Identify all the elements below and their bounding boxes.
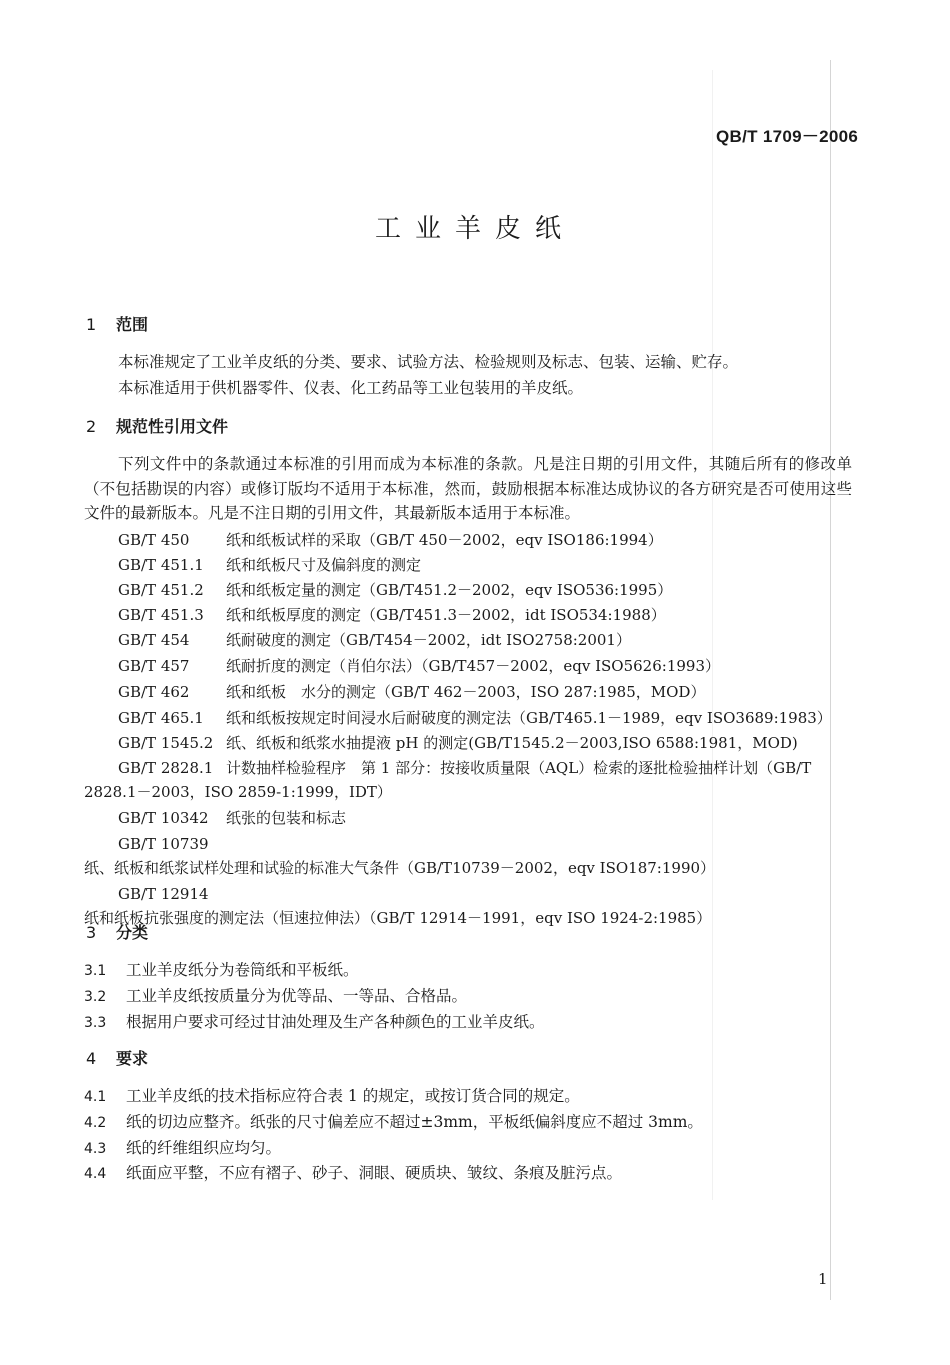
reference-item: GB/T 1545.2 纸、纸板和纸浆水抽提液 pH 的测定(GB/T1545.2－2003,ISO 6588:1981，MOD): [118, 734, 798, 752]
reference-item: GB/T 451.3 纸和纸板厚度的测定（GB/T451.3－2002，idt ISO534:1988）: [118, 606, 666, 624]
clause-item: 4.4 纸面应平整，不应有褶子、砂子、洞眼、硬质块、皱纹、条痕及脏污点。: [84, 1164, 623, 1182]
clause-item: 3.2 工业羊皮纸按质量分为优等品、一等品、合格品。: [84, 987, 468, 1005]
scope-paragraph: 本标准规定了工业羊皮纸的分类、要求、试验方法、检验规则及标志、包装、运输、贮存。: [118, 353, 739, 371]
reference-item: GB/T 451.2 纸和纸板定量的测定（GB/T451.2－2002，eqv ISO536:1995）: [118, 581, 673, 599]
clause-item: 4.1 工业羊皮纸的技术指标应符合表 1 的规定，或按订货合同的规定。: [84, 1087, 580, 1105]
section-heading: 1 范围: [86, 315, 149, 334]
standard-code: QB/T 1709－2006: [716, 127, 859, 146]
clause-item: 4.3 纸的纤维组织应均匀。: [84, 1139, 282, 1157]
reference-item: GB/T 12914纸和纸板抗张强度的测定法（恒速拉伸法）（GB/T 12914－1991，eqv ISO 1924-2:1985）: [84, 885, 712, 927]
document-title: 工业羊皮纸: [374, 214, 575, 244]
reference-item: GB/T 2828.1 计数抽样检验程序 第 1 部分：按接收质量限（AQL）检索的逐批检验抽样计划（GB/T 2828.1－2003，ISO 2859-1:1999，IDT）: [84, 759, 812, 801]
reference-item: GB/T 10739纸、纸板和纸浆试样处理和试验的标准大气条件（GB/T10739－2002，eqv ISO187:1990）: [84, 835, 716, 877]
section-heading: 4 要求: [86, 1049, 149, 1068]
reference-item: GB/T 465.1 纸和纸板按规定时间浸水后耐破度的测定法（GB/T465.1－1989，eqv ISO3689:1983）: [118, 709, 832, 727]
section-heading: 3 分类: [86, 923, 149, 942]
reference-item: GB/T 450 纸和纸板试样的采取（GB/T 450－2002，eqv ISO186:1994）: [118, 531, 663, 549]
reference-item: GB/T 451.1 纸和纸板尺寸及偏斜度的测定: [118, 556, 422, 574]
normative-intro: 下列文件中的条款通过本标准的引用而成为本标准的条款。凡是注日期的引用文件，其随后所有的修改单（不包括勘误的内容）或修订版均不适用于本标准，然而，鼓励根据本标准达成协议的各方研究是否可使用这些文件的最新版本。凡是不注日期的引用文件，其最新版本适用于本标准。: [84, 455, 852, 522]
scope-paragraph: 本标准适用于供机器零件、仪表、化工药品等工业包装用的羊皮纸。: [118, 379, 584, 397]
reference-item: GB/T 10342 纸张的包装和标志: [118, 809, 347, 827]
section-heading: 2 规范性引用文件: [86, 417, 229, 436]
reference-item: GB/T 457 纸耐折度的测定（肖伯尔法）（GB/T457－2002，eqv ISO5626:1993）: [118, 657, 720, 675]
clause-item: 3.3 根据用户要求可经过甘油处理及生产各种颜色的工业羊皮纸。: [84, 1013, 545, 1031]
clause-item: 4.2 纸的切边应整齐。纸张的尺寸偏差应不超过±3mm，平板纸偏斜度应不超过 3mm。: [84, 1113, 703, 1131]
clause-item: 3.1 工业羊皮纸分为卷筒纸和平板纸。: [84, 961, 359, 979]
reference-item: GB/T 462 纸和纸板 水分的测定（GB/T 462－2003，ISO 287:1985，MOD）: [118, 683, 706, 701]
reference-item: GB/T 454 纸耐破度的测定（GB/T454－2002，idt ISO2758:2001）: [118, 631, 631, 649]
page-number: 1: [818, 1270, 828, 1288]
